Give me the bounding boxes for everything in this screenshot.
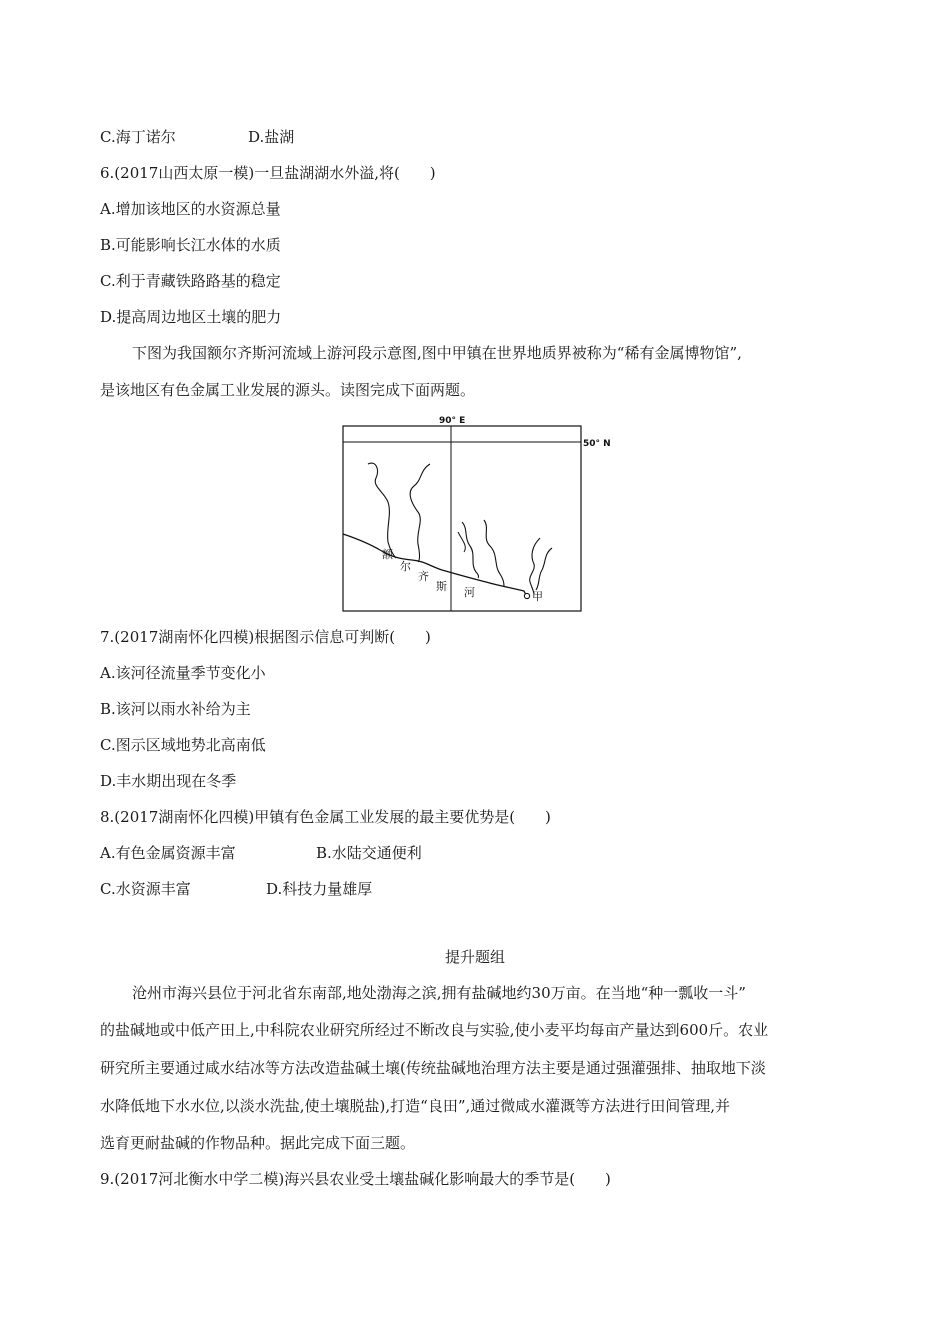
q6-stem: 6.(2017山西太原一模)一旦盐湖湖水外溢,将( ): [100, 164, 436, 182]
tributary-3b: [458, 532, 465, 552]
latitude-label: 50° N: [583, 439, 611, 449]
q5-option-c: C.海丁诺尔: [100, 128, 176, 146]
q8-option-d: D.科技力量雄厚: [266, 880, 373, 898]
river-map: [330, 410, 620, 615]
q8-option-a: A.有色金属资源丰富: [100, 844, 236, 862]
tributary-1: [368, 463, 396, 558]
q7-option-c: C.图示区域地势北高南低: [100, 736, 266, 754]
intro-1-line-1: 下图为我国额尔齐斯河流域上游河段示意图,图中甲镇在世界地质界被称为“稀有金属博物馆”,: [132, 344, 742, 362]
river-char-3: 齐: [418, 570, 429, 583]
q7-option-d: D.丰水期出现在冬季: [100, 772, 237, 790]
q5-option-d: D.盐湖: [248, 128, 295, 146]
q8-stem: 8.(2017湖南怀化四模)甲镇有色金属工业发展的最主要优势是( ): [100, 808, 551, 826]
q7-stem: 7.(2017湖南怀化四模)根据图示信息可判断( ): [100, 628, 431, 646]
tributary-4: [484, 520, 504, 586]
q6-option-a: A.增加该地区的水资源总量: [100, 200, 281, 218]
town-label: 甲: [532, 590, 543, 603]
q6-option-d: D.提高周边地区土壤的肥力: [100, 308, 282, 326]
intro-2-line-1: 沧州市海兴县位于河北省东南部,地处渤海之滨,拥有盐碱地约30万亩。在当地“种一瓢收一斗”: [132, 984, 746, 1002]
river-char-1: 额: [382, 548, 393, 561]
q6-option-b: B.可能影响长江水体的水质: [100, 236, 281, 254]
intro-1-line-2: 是该地区有色金属工业发展的源头。读图完成下面两题。: [100, 381, 476, 399]
main-river: [343, 534, 526, 595]
tributary-2: [410, 464, 430, 562]
map-frame: [343, 426, 581, 611]
river-char-4: 斯: [436, 580, 447, 593]
q6-option-c: C.利于青藏铁路路基的稳定: [100, 272, 281, 290]
q8-option-b: B.水陆交通便利: [316, 844, 422, 862]
longitude-label: 90° E: [439, 416, 466, 426]
intro-2-line-4: 水降低地下水水位,以淡水洗盐,使土壤脱盐),打造“良田”,通过微咸水灌溉等方法进行田间管理,并: [100, 1097, 731, 1115]
tributary-5: [530, 538, 540, 594]
intro-2-line-3: 研究所主要通过咸水结冰等方法改造盐碱土壤(传统盐碱地治理方法主要是通过强灌强排、抽取地下淡: [100, 1059, 766, 1077]
q9-stem: 9.(2017河北衡水中学二模)海兴县农业受土壤盐碱化影响最大的季节是( ): [100, 1170, 611, 1188]
q8-option-c: C.水资源丰富: [100, 880, 191, 898]
river-char-5: 河: [464, 586, 475, 599]
q7-option-b: B.该河以雨水补给为主: [100, 700, 251, 718]
river-char-2: 尔: [400, 560, 411, 573]
q7-option-a: A.该河径流量季节变化小: [100, 664, 266, 682]
town-marker: [524, 593, 529, 598]
river-map-figure: [330, 410, 620, 615]
intro-2-line-2: 的盐碱地或中低产田上,中科院农业研究所经过不断改良与实验,使小麦平均每亩产量达到600斤。农业: [100, 1021, 769, 1039]
intro-2-line-5: 选育更耐盐碱的作物品种。据此完成下面三题。: [100, 1134, 416, 1152]
tributary-6: [536, 548, 552, 590]
section-title: 提升题组: [444, 948, 505, 966]
